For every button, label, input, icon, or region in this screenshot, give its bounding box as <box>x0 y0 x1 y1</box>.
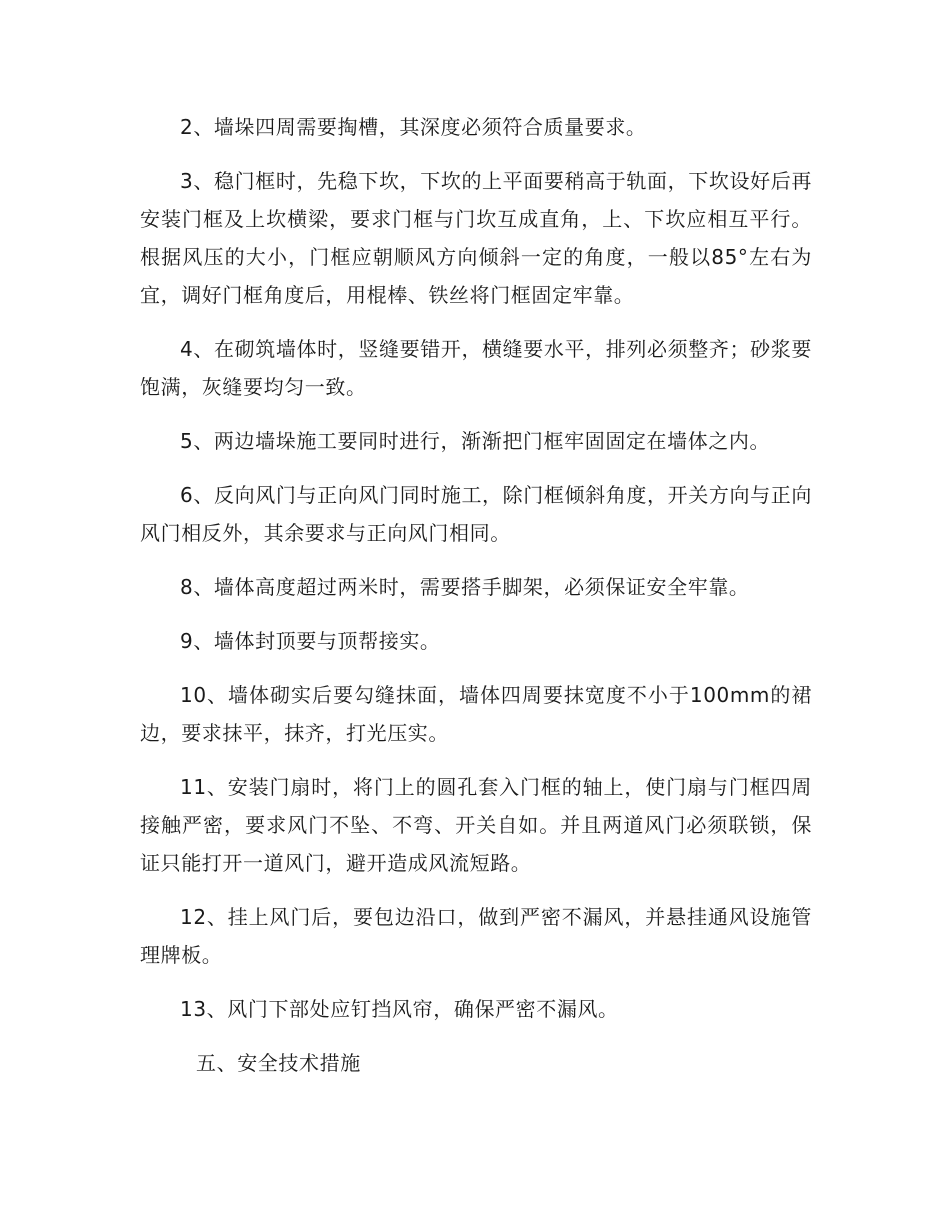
paragraph-item-5: 5、两边墙垛施工要同时进行，渐渐把门框牢固固定在墙体之内。 <box>180 429 771 453</box>
paragraph-item-11: 11、安装门扇时，将门上的圆孔套入门框的轴上，使门扇与门框四周接触严密，要求风门不坠、不弯、开关自如。并且两道风门必须联锁，保证只能打开一道风门，避开造成风流短路。 <box>140 775 812 875</box>
paragraph-item-8: 8、墙体高度超过两米时，需要搭手脚架，必须保证安全牢靠。 <box>180 575 750 599</box>
section-heading: 五、安全技术措施 <box>196 1051 361 1075</box>
paragraph-item-2: 2、墙垛四周需要掏槽，其深度必须符合质量要求。 <box>180 115 647 139</box>
paragraph-item-9: 9、墙体封顶要与顶帮接实。 <box>180 629 441 653</box>
paragraph-item-10: 10、墙体砌实后要勾缝抹面，墙体四周要抹宽度不小于100mm的裙边，要求抹平，抹齐，打光压实。 <box>140 683 812 745</box>
paragraph-item-4: 4、在砌筑墙体时，竖缝要错开，横缝要水平，排列必须整齐；砂浆要饱满，灰缝要均匀一致。 <box>140 337 812 399</box>
document-body <box>140 108 812 1082</box>
paragraph-item-3: 3、稳门框时，先稳下坎，下坎的上平面要稍高于轨面，下坎设好后再安装门框及上坎横梁，要求门框与门坎互成直角，上、下坎应相互平行。根据风压的大小，门框应朝顺风方向倾斜一定的角度，一般以85°左右为宜，调好门框角度后，用棍棒、铁丝将门框固定牢靠。 <box>140 169 812 307</box>
paragraph-item-6: 6、反向风门与正向风门同时施工，除门框倾斜角度，开关方向与正向风门相反外，其余要求与正向风门相同。 <box>140 483 812 545</box>
paragraph-item-12: 12、挂上风门后，要包边沿口，做到严密不漏风，并悬挂通风设施管理牌板。 <box>140 905 812 967</box>
paragraph-item-13: 13、风门下部处应钉挡风帘，确保严密不漏风。 <box>180 997 619 1021</box>
